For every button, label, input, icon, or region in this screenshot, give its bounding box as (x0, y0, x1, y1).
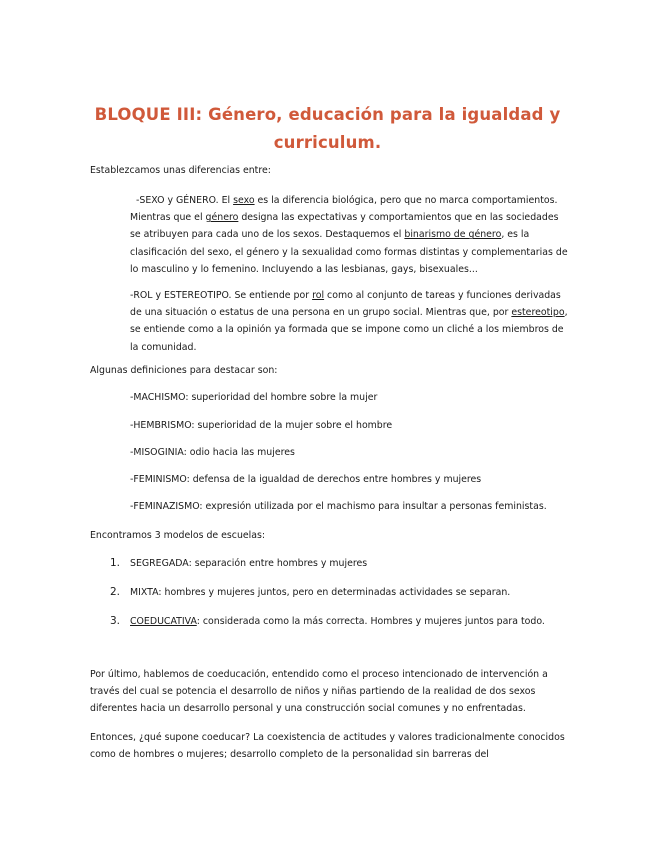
model-term: MIXTA (130, 587, 159, 598)
sexo-genero-paragraph (130, 192, 570, 278)
model-term: SEGREGADA (130, 558, 189, 569)
rol-estereotipo-paragraph (130, 287, 570, 356)
definition-hembrismo: -HEMBRISMO: superioridad de la mujer sobre el hombre (130, 420, 393, 431)
sexo-term: sexo (233, 195, 255, 206)
model-term: COEDUCATIVA (130, 616, 197, 627)
model-number: 1. (110, 557, 121, 569)
sexo-text-1: -SEXO y GÉNERO. El (136, 195, 234, 206)
model-description: : hombres y mujeres juntos, pero en determinadas actividades se separan. (158, 587, 511, 598)
genero-term: género (205, 212, 239, 224)
model-item-segregada (110, 555, 367, 572)
sexo-text-3: designa las expectativas y comportamientos que en las sociedades se atribuyen para cada uno de los sexos. Destaquemos el (130, 212, 559, 241)
page-title: BLOQUE III: Género, educación para la igualdad y curriculum. (94, 105, 561, 152)
models-intro: Encontramos 3 modelos de escuelas: (90, 530, 266, 541)
sexo-text-2: es la diferencia biológica, pero que no marca comportamientos. Mientras que el (130, 195, 558, 224)
binarismo-term: binarismo de género (404, 229, 502, 241)
coeducation-paragraph: Por último, hablemos de coeducación, entendido como el proceso intencionado de intervención a través del cual se potencia el desarrollo de niños y niñas partiendo de la realidad de dos sexos diferentes hacia un desarrollo personal y una construcción social comunes y no enfrentadas. (90, 669, 548, 715)
definitions-intro: Algunas definiciones para destacar son: (90, 365, 278, 376)
sexo-text-4: , es la clasificación del sexo, el género y la sexualidad como formas distintas y complementarias de lo masculino y lo femenino. Incluyendo a las lesbianas, gays, bisexuales... (130, 229, 568, 275)
rol-text-3: , se entiende como a la opinión ya formada que se impone como un cliché a los miembros de la comunidad. (130, 307, 568, 353)
rol-text-2: como al conjunto de tareas y funciones derivadas de una situación o estatus de una persona en un grupo social. Mientras que, por (130, 290, 561, 319)
intro-text: Establezcamos unas diferencias entre: (90, 165, 271, 176)
model-item-coeducativa (110, 613, 545, 630)
model-number: 2. (110, 586, 121, 598)
coeducar-paragraph: Entonces, ¿qué supone coeducar? La coexistencia de actitudes y valores tradicionalmente conocidos como de hombres o mujeres; desarrollo completo de la personalidad sin barreras del (90, 732, 565, 761)
definition-misoginia: -MISOGINIA: odio hacia las mujeres (130, 447, 295, 458)
definition-feminismo: -FEMINISMO: defensa de la igualdad de derechos entre hombres y mujeres (130, 474, 482, 485)
estereotipo-term: estereotipo (511, 307, 565, 319)
model-number: 3. (110, 615, 121, 627)
definition-feminazismo: -FEMINAZISMO: expresión utilizada por el machismo para insultar a personas feministas. (130, 501, 547, 512)
rol-text-1: -ROL y ESTEREOTIPO. Se entiende por (130, 290, 313, 301)
model-item-mixta (110, 584, 510, 601)
model-description: : considerada como la más correcta. Hombres y mujeres juntos para todo. (196, 616, 545, 627)
model-description: : separación entre hombres y mujeres (188, 558, 368, 569)
rol-term: rol (312, 290, 325, 301)
definition-machismo: -MACHISMO: superioridad del hombre sobre la mujer (130, 392, 378, 403)
